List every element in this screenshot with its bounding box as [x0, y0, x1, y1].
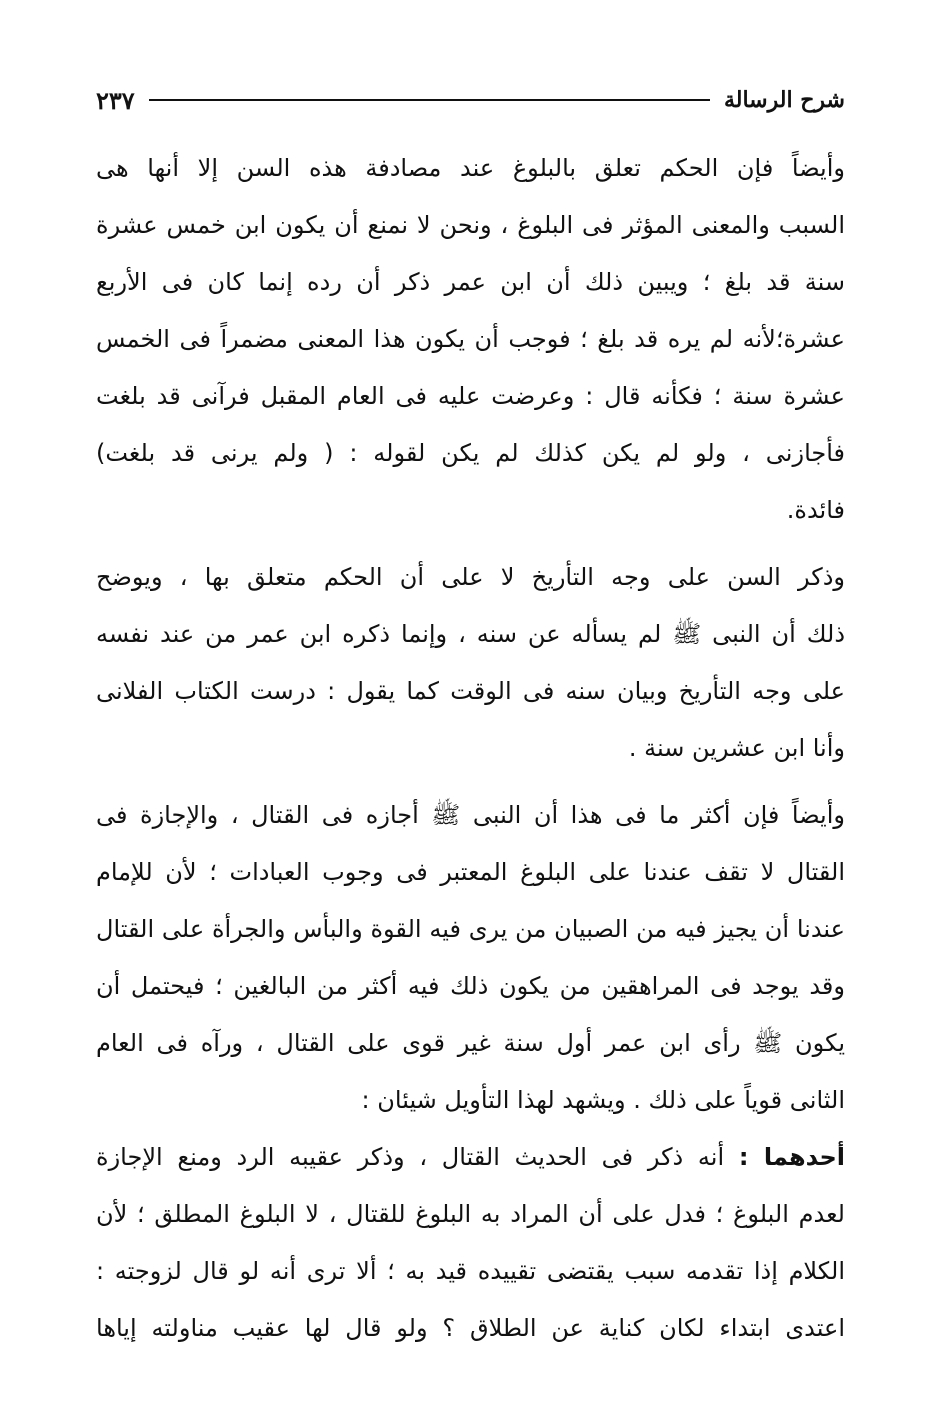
text-line: وذكر السن على وجه التأريخ لا على أن الحكم متعلق بها ، ويوضح: [96, 563, 845, 591]
text-line: فائدة.: [786, 496, 845, 524]
text-line: الثانى قوياً على ذلك . ويشهد لهذا التأويل شيئان :: [361, 1086, 845, 1114]
text-line: وأنا ابن عشرين سنة .: [628, 734, 845, 762]
page-number: ٢٣٧: [96, 85, 135, 115]
text-line: السبب والمعنى المؤثر فى البلوغ ، ونحن لا نمنع أن يكون ابن خمس عشرة: [96, 211, 845, 239]
body-text: [96, 140, 845, 1357]
text-line: عندنا أن يجيز فيه من الصبيان من يرى فيه القوة والبأس والجرأة على القتال: [96, 915, 845, 943]
text-line: على وجه التأريخ وبيان سنه فى الوقت كما يقول : درست الكتاب الفلانى: [96, 677, 845, 705]
text-line: عشرة سنة ؛ فكأنه قال : وعرضت عليه فى العام المقبل فرآنى قد بلغت: [96, 382, 845, 410]
text-line: ذلك أن النبى ﷺ لم يسأله عن سنه ، وإنما ذكره ابن عمر من عند نفسه: [96, 620, 845, 648]
text-line: فأجازنى ، ولو لم يكن كذلك لم يكن لقوله : ( ولم يرنى قد بلغت): [96, 439, 845, 467]
text-line: وأيضاً فإن الحكم تعلق بالبلوغ عند مصادفة هذه السن إلا أنها هى: [96, 154, 845, 182]
text-line: الكلام إذا تقدمه سبب يقتضى تقييده قيد به ؛ ألا ترى أنه لو قال لزوجته :: [96, 1257, 845, 1285]
text-line: وقد يوجد فى المراهقين من يكون ذلك فيه أكثر من البالغين ؛ فيحتمل أن: [96, 972, 845, 1000]
page-header: [96, 80, 845, 120]
text-line: القتال لا تقف عندنا على البلوغ المعتبر فى وجوب العبادات ؛ لأن للإمام: [96, 858, 845, 886]
text-line: سنة قد بلغ ؛ ويبين ذلك أن ابن عمر ذكر أن رده إنما كان فى الأربع: [96, 268, 845, 296]
running-title: شرح الرسالة: [723, 87, 845, 113]
header-rule: [149, 99, 710, 101]
text-line-with-lead: [96, 1129, 845, 1186]
bold-lead-word: أحدهما :: [738, 1143, 845, 1171]
text-line: عشرة؛لأنه لم يره قد بلغ ؛ فوجب أن يكون هذا المعنى مضمراً فى الخمس: [96, 325, 845, 353]
text-line: وأيضاً فإن أكثر ما فى هذا أن النبى ﷺ أجازه فى القتال ، والإجازة فى: [96, 801, 845, 829]
lead-line-rest: أنه ذكر فى الحديث القتال ، وذكر عقيبه الرد ومنع الإجازة: [96, 1143, 739, 1171]
paragraph-gap: [96, 777, 845, 787]
text-line: لعدم البلوغ ؛ فدل على أن المراد به البلوغ للقتال ، لا البلوغ المطلق ؛ لأن: [96, 1200, 845, 1228]
paragraph-gap: [96, 539, 845, 549]
text-line: اعتدى ابتداء لكان كناية عن الطلاق ؟ ولو قال لها عقيب مناولته إياها: [96, 1314, 845, 1342]
text-line: يكون ﷺ رأى ابن عمر أول سنة غير قوى على القتال ، ورآه فى العام: [96, 1029, 845, 1057]
